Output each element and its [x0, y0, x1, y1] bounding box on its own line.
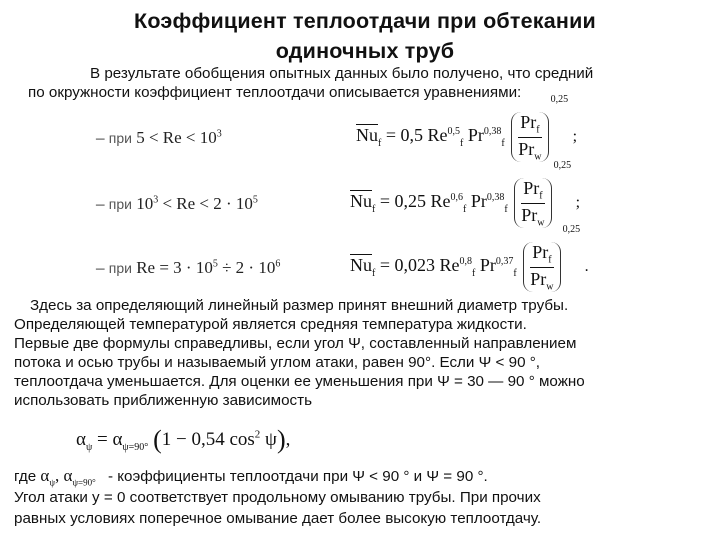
formula-2-condition: – при $10^3 < Re < 2 \cdot 10^5$: [96, 194, 258, 213]
title-line-2: одиночных труб: [275, 39, 455, 63]
formula-row-1: [0, 94, 720, 170]
intro-paragraph: [28, 64, 708, 102]
formula-1-equation: $\overline{Nu}_f = 0,5$ Re$^{0,5}_f$ Pr$^{0,38}_f$ $\frac{Pr_f}{Pr_w}$ $^{0,25}$ ;: [356, 94, 578, 163]
formula-3-condition: – при $Re = 3 \cdot 10^5 \div 2 \cdot 10^6$: [96, 258, 281, 277]
formula-3-equation: $\overline{Nu}_f = 0,023$ Re$^{0,8}_f$ Pr$^{0,37}_f$ $\frac{Pr_f}{Pr_w}$ $^{0,25}$ .: [350, 224, 589, 293]
formula-row-2: [0, 160, 720, 236]
formula-2-fraction: $\frac{Pr_f}{Pr_w}$: [514, 178, 551, 228]
title-line-1: Коэффициент теплоотдачи при обтекании: [134, 9, 596, 33]
formula-row-3: [0, 224, 720, 300]
intro-line-1: В результате обобщения опытных данных было получено, что средний: [90, 65, 594, 82]
body-line-6: использовать приближенную зависимость: [14, 392, 313, 409]
body-line-4: потока и осью трубы и называемый углом атаки, равен 90°. Если Ψ < 90 °,: [14, 354, 541, 371]
body-line-3: Первые две формулы справедливы, если угол Ψ, составленный направлением: [14, 335, 577, 352]
intro-line-2: по окружности коэффициент теплоотдачи описывается уравнениями:: [28, 84, 522, 101]
formula-2-equation: $\overline{Nu}_f = 0,25$ Re$^{0,6}_f$ Pr$^{0,38}_f$ $\frac{Pr_f}{Pr_w}$ $^{0,25}$ ;: [350, 160, 581, 229]
formula-1-fraction: $\frac{Pr_f}{Pr_w}$: [511, 112, 548, 162]
alpha-formula: $\alpha_\psi = \alpha_{\psi=90^\circ}$ (1 − 0,54 $\cos^2 \psi$),: [76, 425, 291, 454]
body-paragraph: [14, 296, 714, 410]
formula-3-fraction: $\frac{Pr_f}{Pr_w}$: [523, 242, 560, 292]
closing-line-1: Угол атаки у = 0 соответствует продольному омыванию трубы. При прочих: [14, 489, 541, 506]
body-line-5: теплоотдача уменьшается. Для оценки ее уменьшения при Ψ = 30 — 90 ° можно: [14, 373, 585, 390]
closing-line-2: равных условиях поперечное омывание дает более высокую теплоотдачу.: [14, 510, 542, 527]
closing-paragraph: [14, 487, 714, 529]
page-title: [0, 6, 720, 66]
formula-1-condition: – при $5 < Re < 10^3$: [96, 128, 222, 147]
body-line-1: Здесь за определяющий линейный размер принят внешний диаметр трубы.: [30, 297, 569, 314]
body-line-2: Определяющей температурой является средняя температура жидкости.: [14, 316, 527, 333]
where-line: где $\alpha_\psi$, $\alpha_{\psi=90^\circ}$ - коэффициенты теплоотдачи при Ψ < 90 ° и Ψ = 90 °.: [14, 466, 488, 488]
